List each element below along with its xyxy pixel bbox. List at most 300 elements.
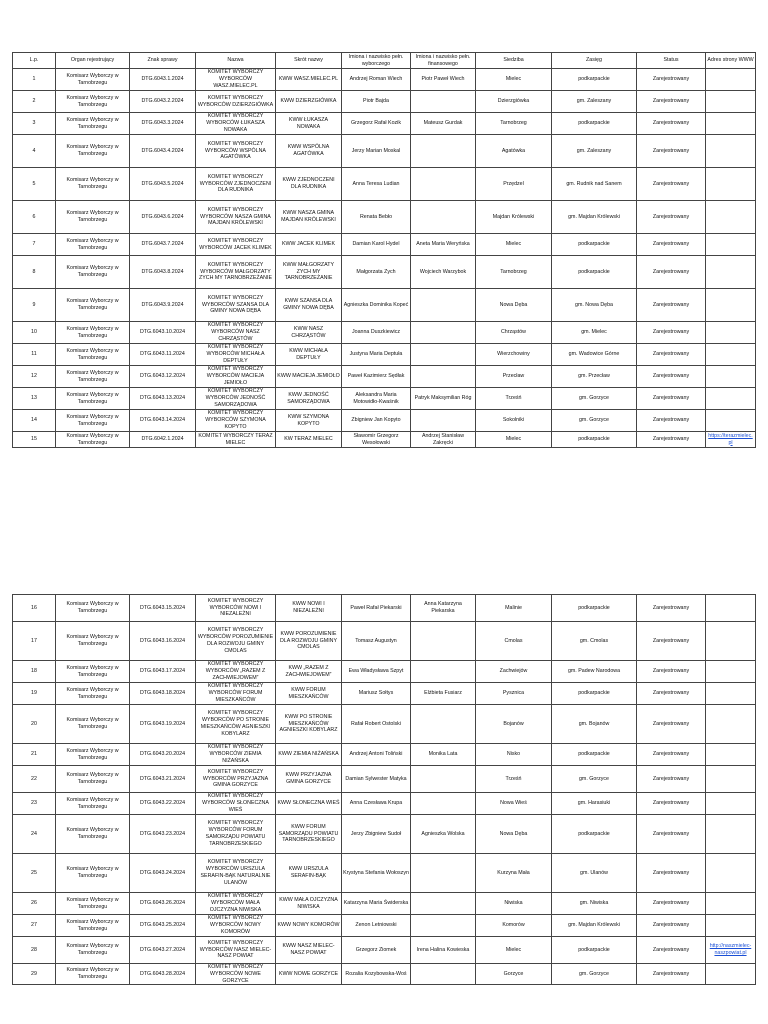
cell-zasieg: gm. Gorzyce [552, 964, 637, 985]
cell-organ: Komisarz Wyborczy w Tarnobrzegu [56, 622, 130, 661]
cell-lp: 18 [13, 661, 56, 683]
cell-www [706, 91, 756, 113]
cell-status: Zarejestrowany [637, 135, 706, 168]
cell-status: Zarejestrowany [637, 683, 706, 705]
cell-siedziba: Sokolniki [476, 410, 552, 432]
cell-znak: DTG.6043.11.2024 [130, 344, 196, 366]
cell-skrot: KWW FORUM MIESZKAŃCÓW [276, 683, 342, 705]
cell-zasieg: podkarpackie [552, 432, 637, 448]
cell-siedziba: Tarnobrzeg [476, 113, 552, 135]
cell-lp: 1 [13, 69, 56, 91]
cell-nazwa: KOMITET WYBORCZY WYBORCÓW FORUM SAMORZĄDU POWIATU TARNOBRZESKIEGO [196, 815, 276, 854]
header-organ: Organ rejestrujący [56, 53, 130, 69]
cell-organ: Komisarz Wyborczy w Tarnobrzegu [56, 91, 130, 113]
table-row [13, 432, 756, 448]
cell-pelnomocnik-wyborczy: Justyna Maria Deptuła [342, 344, 411, 366]
cell-pelnomocnik-wyborczy: Paweł Kazimierz Sędłak [342, 366, 411, 388]
cell-www [706, 135, 756, 168]
cell-organ: Komisarz Wyborczy w Tarnobrzegu [56, 366, 130, 388]
cell-organ: Komisarz Wyborczy w Tarnobrzegu [56, 289, 130, 322]
cell-pelnomocnik-wyborczy: Małgorzata Zych [342, 256, 411, 289]
cell-znak: DTG.6043.24.2024 [130, 854, 196, 893]
cell-znak: DTG.6043.6.2024 [130, 201, 196, 234]
cell-znak: DTG.6043.1.2024 [130, 69, 196, 91]
cell-skrot: KWW MAŁA OJCZYZNA NIWISKA [276, 893, 342, 915]
cell-status: Zarejestrowany [637, 744, 706, 766]
cell-pelnomocnik-wyborczy: Ewa Władysława Szpyt [342, 661, 411, 683]
cell-nazwa: KOMITET WYBORCZY WYBORCÓW JACEK KLIMEK [196, 234, 276, 256]
cell-organ: Komisarz Wyborczy w Tarnobrzegu [56, 964, 130, 985]
cell-status: Zarejestrowany [637, 432, 706, 448]
cell-lp: 23 [13, 793, 56, 815]
header-pelnomocnik-finansowy: Imiona i nazwisko pełn. finansowego [411, 53, 476, 69]
cell-www [706, 69, 756, 91]
cell-znak: DTG.6043.21.2024 [130, 766, 196, 793]
table-row [13, 69, 756, 91]
cell-siedziba: Trześń [476, 388, 552, 410]
cell-www [706, 815, 756, 854]
cell-skrot: KWW ŁUKASZA NOWAKA [276, 113, 342, 135]
cell-siedziba: Wierzchowiny [476, 344, 552, 366]
cell-znak: DTG.6043.8.2024 [130, 256, 196, 289]
cell-znak: DTG.6043.20.2024 [130, 744, 196, 766]
cell-skrot: KWW „RAZEM Z ZACHWIEJOWEM” [276, 661, 342, 683]
cell-status: Zarejestrowany [637, 622, 706, 661]
cell-status: Zarejestrowany [637, 69, 706, 91]
cell-organ: Komisarz Wyborczy w Tarnobrzegu [56, 201, 130, 234]
header-www: Adres strony WWW [706, 53, 756, 69]
cell-skrot: KWW WASZ.MIELEC.PL [276, 69, 342, 91]
cell-lp: 16 [13, 595, 56, 622]
committees-table-page-1 [12, 52, 756, 448]
cell-www [706, 744, 756, 766]
cell-skrot: KWW NOWY KOMORÓW [276, 915, 342, 937]
cell-pelnomocnik-wyborczy: Zenon Letniowski [342, 915, 411, 937]
cell-zasieg: gm. Mielec [552, 322, 637, 344]
table-row [13, 766, 756, 793]
cell-skrot: KWW ZJEDNOCZENI DLA RUDNIKA [276, 168, 342, 201]
website-link[interactable]: http://naszmielec-naszpowiat.pl [709, 943, 752, 956]
table-row [13, 366, 756, 388]
cell-pelnomocnik-finansowy [411, 705, 476, 744]
cell-organ: Komisarz Wyborczy w Tarnobrzegu [56, 683, 130, 705]
table-header-row [13, 53, 756, 69]
cell-siedziba: Nowa Dęba [476, 289, 552, 322]
table-row [13, 344, 756, 366]
cell-organ: Komisarz Wyborczy w Tarnobrzegu [56, 937, 130, 964]
cell-status: Zarejestrowany [637, 937, 706, 964]
cell-pelnomocnik-finansowy: Anna Katarzyna Piekarska [411, 595, 476, 622]
cell-www [706, 937, 756, 964]
cell-status: Zarejestrowany [637, 915, 706, 937]
cell-www [706, 915, 756, 937]
cell-znak: DTG.6043.15.2024 [130, 595, 196, 622]
cell-lp: 19 [13, 683, 56, 705]
header-skrot: Skrót nazwy [276, 53, 342, 69]
cell-pelnomocnik-wyborczy: Krystyna Stefania Wołoszyn [342, 854, 411, 893]
header-lp: L.p. [13, 53, 56, 69]
cell-znak: DTG.6043.14.2024 [130, 410, 196, 432]
table-row [13, 815, 756, 854]
table-row [13, 256, 756, 289]
cell-siedziba: Chrząstów [476, 322, 552, 344]
cell-pelnomocnik-wyborczy: Rozalia Kozybowska-Woś [342, 964, 411, 985]
cell-pelnomocnik-wyborczy: Damian Sylwester Matyka [342, 766, 411, 793]
cell-status: Zarejestrowany [637, 168, 706, 201]
cell-pelnomocnik-finansowy [411, 622, 476, 661]
cell-organ: Komisarz Wyborczy w Tarnobrzegu [56, 766, 130, 793]
cell-siedziba: Zachwiejów [476, 661, 552, 683]
cell-zasieg: gm. Niwiska [552, 893, 637, 915]
cell-www [706, 344, 756, 366]
cell-lp: 21 [13, 744, 56, 766]
cell-www [706, 256, 756, 289]
table-row [13, 201, 756, 234]
cell-zasieg: gm. Ulanów [552, 854, 637, 893]
cell-www [706, 595, 756, 622]
cell-lp: 20 [13, 705, 56, 744]
cell-znak: DTG.6043.27.2024 [130, 937, 196, 964]
cell-pelnomocnik-wyborczy: Aleksandra Maria Motowidło-Kwaśnik [342, 388, 411, 410]
cell-www [706, 289, 756, 322]
cell-znak: DTG.6043.12.2024 [130, 366, 196, 388]
cell-status: Zarejestrowany [637, 893, 706, 915]
cell-pelnomocnik-finansowy [411, 766, 476, 793]
cell-www [706, 964, 756, 985]
cell-znak: DTG.6043.25.2024 [130, 915, 196, 937]
cell-organ: Komisarz Wyborczy w Tarnobrzegu [56, 815, 130, 854]
cell-lp: 17 [13, 622, 56, 661]
cell-skrot: KWW MAŁGORZATY ZYCH MY TARNOBRZEŻANIE [276, 256, 342, 289]
cell-lp: 12 [13, 366, 56, 388]
cell-pelnomocnik-wyborczy: Grzegorz Rafał Kozik [342, 113, 411, 135]
cell-www [706, 234, 756, 256]
table-row [13, 234, 756, 256]
table-row [13, 388, 756, 410]
cell-skrot: KWW ZIEMIA NIŻAŃSKA [276, 744, 342, 766]
cell-znak: DTG.6043.5.2024 [130, 168, 196, 201]
cell-nazwa: KOMITET WYBORCZY WYBORCÓW ŁUKASZA NOWAKA [196, 113, 276, 135]
cell-lp: 6 [13, 201, 56, 234]
cell-nazwa: KOMITET WYBORCZY WYBORCÓW MACIEJA JEMIOŁO [196, 366, 276, 388]
cell-nazwa: KOMITET WYBORCZY WYBORCÓW MICHAŁA DEPTUŁY [196, 344, 276, 366]
cell-www [706, 168, 756, 201]
cell-znak: DTG.6043.17.2024 [130, 661, 196, 683]
cell-zasieg: gm. Harasiuki [552, 793, 637, 815]
cell-pelnomocnik-finansowy: Andrzej Stanisław Zakręcki [411, 432, 476, 448]
cell-pelnomocnik-wyborczy: Jerzy Marian Moskal [342, 135, 411, 168]
table-row [13, 964, 756, 985]
cell-siedziba: Malinie [476, 595, 552, 622]
cell-pelnomocnik-finansowy [411, 366, 476, 388]
cell-pelnomocnik-wyborczy: Rafał Robert Ostolski [342, 705, 411, 744]
cell-pelnomocnik-finansowy [411, 661, 476, 683]
cell-skrot: KWW FORUM SAMORZĄDU POWIATU TARNOBRZESKIEGO [276, 815, 342, 854]
cell-siedziba: Nisko [476, 744, 552, 766]
cell-pelnomocnik-finansowy [411, 91, 476, 113]
cell-lp: 22 [13, 766, 56, 793]
cell-status: Zarejestrowany [637, 388, 706, 410]
table-row [13, 793, 756, 815]
cell-skrot: KWW NASZ CHRZĄSTÓW [276, 322, 342, 344]
cell-status: Zarejestrowany [637, 113, 706, 135]
cell-zasieg: gm. Gorzyce [552, 766, 637, 793]
cell-organ: Komisarz Wyborczy w Tarnobrzegu [56, 388, 130, 410]
cell-www [706, 410, 756, 432]
cell-nazwa: KOMITET WYBORCZY WYBORCÓW „RAZEM Z ZACHWIEJOWEM” [196, 661, 276, 683]
cell-znak: DTG.6043.16.2024 [130, 622, 196, 661]
cell-pelnomocnik-finansowy [411, 201, 476, 234]
cell-nazwa: KOMITET WYBORCZY WYBORCÓW SZANSA DLA GMINY NOWA DĘBA [196, 289, 276, 322]
cell-znak: DTG.6043.18.2024 [130, 683, 196, 705]
cell-siedziba: Nowa Wieś [476, 793, 552, 815]
cell-skrot: KWW NASZ MIELEC-NASZ POWIAT [276, 937, 342, 964]
cell-pelnomocnik-finansowy [411, 289, 476, 322]
cell-zasieg: gm. Zaleszany [552, 135, 637, 168]
cell-nazwa: KOMITET WYBORCZY WYBORCÓW WASZ.MIELEC.PL [196, 69, 276, 91]
cell-znak: DTG.6043.2.2024 [130, 91, 196, 113]
cell-pelnomocnik-finansowy: Aneta Maria Weryńska [411, 234, 476, 256]
cell-siedziba: Majdan Królewski [476, 201, 552, 234]
table-row [13, 135, 756, 168]
cell-pelnomocnik-wyborczy: Grzegorz Ziomek [342, 937, 411, 964]
header-status: Status [637, 53, 706, 69]
cell-siedziba: Mielec [476, 937, 552, 964]
cell-organ: Komisarz Wyborczy w Tarnobrzegu [56, 432, 130, 448]
cell-lp: 25 [13, 854, 56, 893]
cell-status: Zarejestrowany [637, 91, 706, 113]
cell-lp: 9 [13, 289, 56, 322]
cell-skrot: KWW DZIERZGIÓWKA [276, 91, 342, 113]
cell-organ: Komisarz Wyborczy w Tarnobrzegu [56, 744, 130, 766]
cell-nazwa: KOMITET WYBORCZY WYBORCÓW PO STRONIE MIESZKAŃCÓW AGNIESZKI KOBYLARZ [196, 705, 276, 744]
cell-organ: Komisarz Wyborczy w Tarnobrzegu [56, 113, 130, 135]
cell-zasieg: gm. Gorzyce [552, 410, 637, 432]
cell-skrot: KWW NOWE GORZYCE [276, 964, 342, 985]
cell-organ: Komisarz Wyborczy w Tarnobrzegu [56, 168, 130, 201]
cell-status: Zarejestrowany [637, 322, 706, 344]
cell-pelnomocnik-finansowy [411, 793, 476, 815]
cell-skrot: KWW JACEK KLIMEK [276, 234, 342, 256]
cell-siedziba: Bojanów [476, 705, 552, 744]
cell-lp: 27 [13, 915, 56, 937]
cell-lp: 10 [13, 322, 56, 344]
cell-znak: DTG.6043.26.2024 [130, 893, 196, 915]
cell-nazwa: KOMITET WYBORCZY WYBORCÓW URSZULA SERAFIN-BĄK NATURALNIE ULANÓW [196, 854, 276, 893]
cell-pelnomocnik-finansowy [411, 915, 476, 937]
cell-zasieg: podkarpackie [552, 683, 637, 705]
cell-zasieg: podkarpackie [552, 69, 637, 91]
table-row [13, 893, 756, 915]
cell-zasieg: gm. Przecław [552, 366, 637, 388]
cell-zasieg: podkarpackie [552, 256, 637, 289]
cell-www [706, 854, 756, 893]
cell-skrot: KWW WSPÓLNA AGATÓWKA [276, 135, 342, 168]
cell-skrot: KWW URSZULA SERAFIN-BĄK [276, 854, 342, 893]
cell-status: Zarejestrowany [637, 366, 706, 388]
cell-pelnomocnik-finansowy: Elżbieta Fusiarz [411, 683, 476, 705]
cell-nazwa: KOMITET WYBORCZY WYBORCÓW DZIERZGIÓWKA [196, 91, 276, 113]
cell-zasieg: podkarpackie [552, 234, 637, 256]
cell-organ: Komisarz Wyborczy w Tarnobrzegu [56, 661, 130, 683]
cell-pelnomocnik-wyborczy: Tomasz Augustyn [342, 622, 411, 661]
cell-status: Zarejestrowany [637, 595, 706, 622]
table-row [13, 113, 756, 135]
header-pelnomocnik-wyborczy: Imiona i nazwisko pełn. wyborczego [342, 53, 411, 69]
cell-nazwa: KOMITET WYBORCZY WYBORCÓW SZYMONA KOPYTO [196, 410, 276, 432]
cell-organ: Komisarz Wyborczy w Tarnobrzegu [56, 854, 130, 893]
cell-siedziba: Agatówka [476, 135, 552, 168]
cell-nazwa: KOMITET WYBORCZY WYBORCÓW SŁONECZNA WIEŚ [196, 793, 276, 815]
cell-organ: Komisarz Wyborczy w Tarnobrzegu [56, 915, 130, 937]
cell-siedziba: Kurzyna Mała [476, 854, 552, 893]
cell-status: Zarejestrowany [637, 815, 706, 854]
cell-znak: DTG.6043.7.2024 [130, 234, 196, 256]
cell-pelnomocnik-finansowy [411, 135, 476, 168]
cell-www [706, 766, 756, 793]
cell-zasieg: gm. Padew Narodowa [552, 661, 637, 683]
cell-organ: Komisarz Wyborczy w Tarnobrzegu [56, 234, 130, 256]
cell-pelnomocnik-wyborczy: Mariusz Sołtys [342, 683, 411, 705]
cell-zasieg: gm. Bojanów [552, 705, 637, 744]
cell-znak: DTG.6042.1.2024 [130, 432, 196, 448]
table-body-page-2 [13, 595, 756, 985]
cell-www [706, 388, 756, 410]
cell-znak: DTG.6043.10.2024 [130, 322, 196, 344]
table-row [13, 168, 756, 201]
cell-siedziba: Mielec [476, 234, 552, 256]
cell-skrot: KWW SZYMONA KOPYTO [276, 410, 342, 432]
table-row [13, 854, 756, 893]
cell-www [706, 322, 756, 344]
cell-nazwa: KOMITET WYBORCZY WYBORCÓW NASZ CHRZĄSTÓW [196, 322, 276, 344]
cell-siedziba: Przędzel [476, 168, 552, 201]
cell-pelnomocnik-wyborczy: Paweł Rafał Piekarski [342, 595, 411, 622]
cell-www [706, 366, 756, 388]
cell-lp: 5 [13, 168, 56, 201]
cell-pelnomocnik-wyborczy: Anna Teresa Ludian [342, 168, 411, 201]
table-row [13, 705, 756, 744]
cell-siedziba: Komorów [476, 915, 552, 937]
cell-nazwa: KOMITET WYBORCZY WYBORCÓW WSPÓLNA AGATÓWKA [196, 135, 276, 168]
cell-pelnomocnik-finansowy: Patryk Maksymilian Róg [411, 388, 476, 410]
cell-status: Zarejestrowany [637, 661, 706, 683]
cell-lp: 24 [13, 815, 56, 854]
cell-www [706, 793, 756, 815]
cell-zasieg: gm. Rudnik nad Sanem [552, 168, 637, 201]
cell-status: Zarejestrowany [637, 201, 706, 234]
cell-zasieg: gm. Majdan Królewski [552, 915, 637, 937]
cell-znak: DTG.6043.19.2024 [130, 705, 196, 744]
cell-nazwa: KOMITET WYBORCZY WYBORCÓW NOWY KOMORÓW [196, 915, 276, 937]
cell-organ: Komisarz Wyborczy w Tarnobrzegu [56, 322, 130, 344]
cell-lp: 3 [13, 113, 56, 135]
cell-lp: 2 [13, 91, 56, 113]
table-body-page-1 [13, 69, 756, 448]
cell-lp: 29 [13, 964, 56, 985]
header-zasieg: Zasięg [552, 53, 637, 69]
cell-www [706, 432, 756, 448]
cell-nazwa: KOMITET WYBORCZY WYBORCÓW JEDNOŚĆ SAMORZĄDOWA [196, 388, 276, 410]
cell-www [706, 201, 756, 234]
cell-www [706, 893, 756, 915]
table-row [13, 661, 756, 683]
table-row [13, 937, 756, 964]
header-znak: Znak sprawy [130, 53, 196, 69]
cell-nazwa: KOMITET WYBORCZY WYBORCÓW NOWI I NIEZALEŻNI [196, 595, 276, 622]
cell-znak: DTG.6043.13.2024 [130, 388, 196, 410]
cell-zasieg: podkarpackie [552, 937, 637, 964]
cell-nazwa: KOMITET WYBORCZY WYBORCÓW MAŁGORZATY ZYCH MY TARNOBRZEŻANIE [196, 256, 276, 289]
header-nazwa: Nazwa [196, 53, 276, 69]
cell-nazwa: KOMITET WYBORCZY WYBORCÓW FORUM MIESZKAŃCÓW [196, 683, 276, 705]
cell-status: Zarejestrowany [637, 766, 706, 793]
cell-zasieg: gm. Zaleszany [552, 91, 637, 113]
cell-zasieg: gm. Majdan Królewski [552, 201, 637, 234]
cell-nazwa: KOMITET WYBORCZY TERAZ MIELEC [196, 432, 276, 448]
cell-pelnomocnik-finansowy: Wojciech Warzybok [411, 256, 476, 289]
cell-znak: DTG.6043.22.2024 [130, 793, 196, 815]
cell-zasieg: gm. Wadowice Górne [552, 344, 637, 366]
table-row [13, 915, 756, 937]
cell-www [706, 705, 756, 744]
cell-organ: Komisarz Wyborczy w Tarnobrzegu [56, 793, 130, 815]
cell-pelnomocnik-wyborczy: Damian Karol Hydel [342, 234, 411, 256]
page-break [0, 492, 768, 592]
cell-pelnomocnik-wyborczy: Zbigniew Jan Kopyto [342, 410, 411, 432]
cell-lp: 15 [13, 432, 56, 448]
cell-zasieg: podkarpackie [552, 595, 637, 622]
cell-organ: Komisarz Wyborczy w Tarnobrzegu [56, 135, 130, 168]
cell-siedziba: Pysznica [476, 683, 552, 705]
cell-organ: Komisarz Wyborczy w Tarnobrzegu [56, 595, 130, 622]
cell-zasieg: gm. Cmolas [552, 622, 637, 661]
cell-pelnomocnik-finansowy: Piotr Paweł Wiech [411, 69, 476, 91]
cell-www [706, 661, 756, 683]
cell-pelnomocnik-finansowy: Monika Lata [411, 744, 476, 766]
cell-status: Zarejestrowany [637, 793, 706, 815]
cell-lp: 8 [13, 256, 56, 289]
cell-lp: 28 [13, 937, 56, 964]
cell-pelnomocnik-wyborczy: Renata Bebło [342, 201, 411, 234]
cell-pelnomocnik-wyborczy: Anna Czesława Krupa [342, 793, 411, 815]
cell-pelnomocnik-finansowy [411, 893, 476, 915]
header-siedziba: Siedziba [476, 53, 552, 69]
cell-lp: 14 [13, 410, 56, 432]
cell-nazwa: KOMITET WYBORCZY WYBORCÓW PRZYJAZNA GMINA GORZYCE [196, 766, 276, 793]
cell-nazwa: KOMITET WYBORCZY WYBORCÓW NASZA GMINA MAJDAN KRÓLEWSKI [196, 201, 276, 234]
cell-znak: DTG.6043.4.2024 [130, 135, 196, 168]
website-link[interactable]: https://terazmielec.pl [708, 432, 753, 446]
cell-lp: 4 [13, 135, 56, 168]
cell-siedziba: Niwiska [476, 893, 552, 915]
cell-organ: Komisarz Wyborczy w Tarnobrzegu [56, 344, 130, 366]
cell-skrot: KWW JEDNOŚĆ SAMORZĄDOWA [276, 388, 342, 410]
cell-www [706, 113, 756, 135]
cell-siedziba: Trześń [476, 766, 552, 793]
cell-siedziba: Przecław [476, 366, 552, 388]
cell-organ: Komisarz Wyborczy w Tarnobrzegu [56, 893, 130, 915]
cell-zasieg: gm. Nowa Dęba [552, 289, 637, 322]
cell-znak: DTG.6043.23.2024 [130, 815, 196, 854]
cell-status: Zarejestrowany [637, 854, 706, 893]
cell-pelnomocnik-wyborczy: Andrzej Antoni Toliński [342, 744, 411, 766]
table-row [13, 622, 756, 661]
cell-pelnomocnik-finansowy: Irena Halina Kowieska [411, 937, 476, 964]
cell-status: Zarejestrowany [637, 289, 706, 322]
table-row [13, 595, 756, 622]
cell-siedziba: Mielec [476, 69, 552, 91]
